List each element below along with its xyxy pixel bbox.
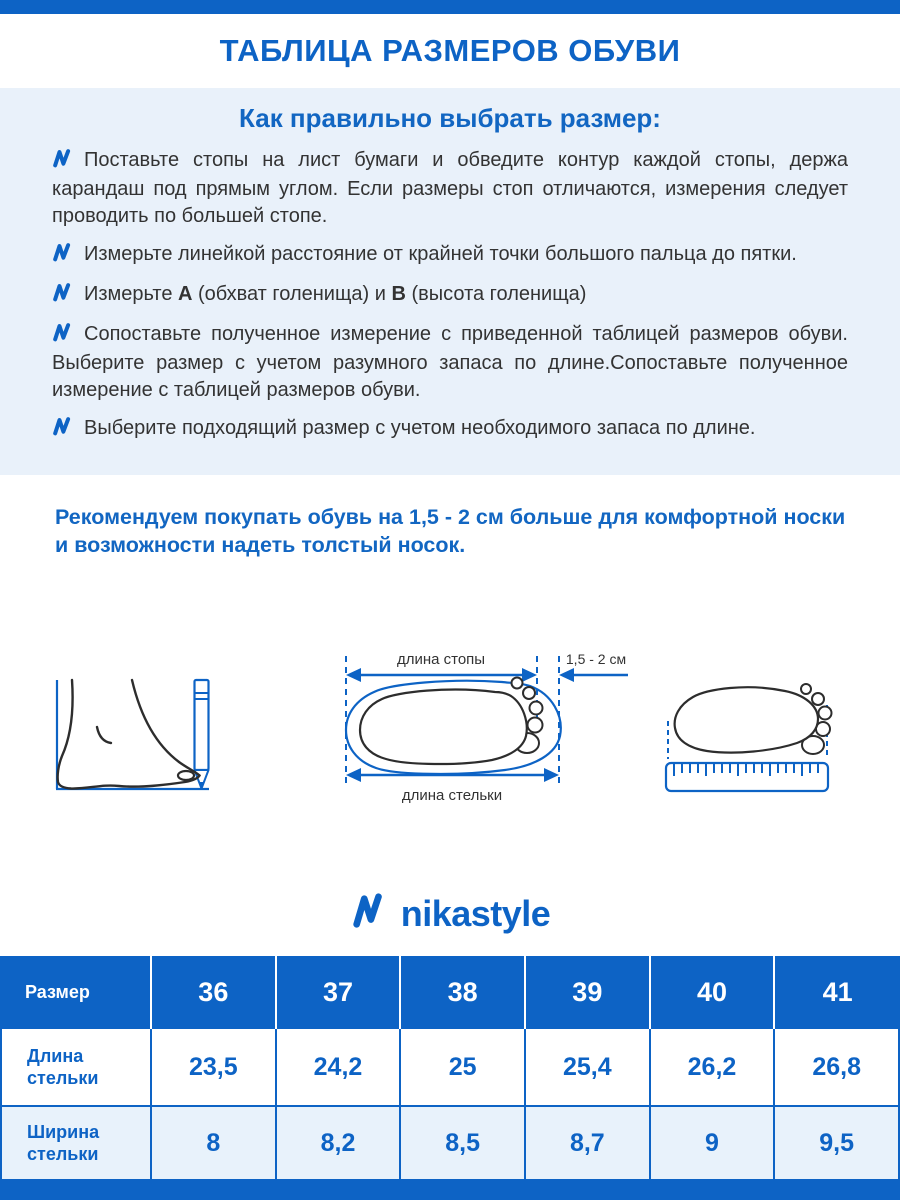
instruction-text: Измерьте — [84, 283, 179, 305]
foot-length-label: длина стопы — [396, 651, 486, 668]
size-header-cell: 41 — [775, 956, 900, 1029]
row-label-insole-width: Ширина стельки — [0, 1105, 152, 1179]
nikastyle-mark-icon — [350, 890, 388, 937]
size-header-cell: 39 — [526, 956, 651, 1029]
instructions-heading: Как правильно выбрать размер: — [239, 103, 661, 133]
instruction-text: Поставьте стопы на лист бумаги и обведите контур каждой стопы, держа карандаш под прямым углом. Если размеры стоп отличаются, измерения следует проводить по большей стопе. — [52, 149, 848, 227]
insole-width-cell: 8,5 — [401, 1105, 526, 1179]
insole-length-cell: 23,5 — [152, 1029, 277, 1105]
instruction-text: Измерьте линейкой расстояние от крайней точки большого пальца до пятки. — [84, 243, 797, 265]
brand-n-bullet-icon — [52, 323, 73, 350]
brand-name: nikastyle — [400, 892, 551, 934]
insole-width-cell: 9,5 — [775, 1105, 900, 1179]
instruction-item — [52, 281, 848, 310]
instruction-text: Выберите подходящий размер с учетом необходимого запаса по длине. — [84, 417, 756, 439]
brand-n-bullet-icon — [52, 283, 73, 310]
instruction-item — [52, 241, 848, 270]
instruction-item — [52, 321, 848, 404]
insole-width-cell: 8,2 — [277, 1105, 402, 1179]
size-header-cell: 36 — [152, 956, 277, 1029]
insole-length-cell: 26,2 — [651, 1029, 776, 1105]
measure-a-label: А — [178, 283, 193, 305]
top-accent-bar — [0, 0, 900, 14]
instructions-section — [0, 88, 900, 475]
row-label-insole-length: Длина стельки — [0, 1029, 152, 1105]
recommendation-text: Рекомендуем покупать обувь на 1,5 - 2 см больше для комфортной носки и возможности надеть толстый носок. — [55, 505, 846, 557]
size-header-cell: 38 — [401, 956, 526, 1029]
size-header-cell: 40 — [651, 956, 776, 1029]
brand-logo — [0, 890, 900, 937]
insole-length-cell: 26,8 — [775, 1029, 900, 1105]
allowance-label: 1,5 - 2 см — [565, 651, 627, 667]
insole-width-cell: 9 — [651, 1105, 776, 1179]
instruction-item — [52, 415, 848, 444]
brand-n-bullet-icon — [52, 243, 73, 270]
instruction-text: (высота голенища) — [405, 283, 587, 305]
measure-b-label: В — [391, 283, 406, 305]
title-band — [0, 14, 900, 88]
size-table — [0, 956, 900, 1179]
bottom-accent-bar — [0, 1179, 900, 1200]
insole-length-label: длина стельки — [401, 787, 503, 804]
insole-width-cell: 8,7 — [526, 1105, 651, 1179]
page-title: ТАБЛИЦА РАЗМЕРОВ ОБУВИ — [219, 33, 681, 68]
insole-length-cell: 25,4 — [526, 1029, 651, 1105]
insole-length-cell: 25 — [401, 1029, 526, 1105]
foot-side-pencil-diagram — [45, 672, 225, 797]
instruction-text: Сопоставьте полученное измерение с приведенной таблицей размеров обуви. Выберите размер с учетом разумного запаса по длине.Сопоставьте полученное измерение с таблицей размеров обуви. — [52, 323, 848, 401]
brand-n-bullet-icon — [52, 149, 73, 176]
insole-width-cell: 8 — [152, 1105, 277, 1179]
instruction-text: (обхват голенища) и — [192, 283, 392, 305]
size-header-cell: 37 — [277, 956, 402, 1029]
insole-length-cell: 24,2 — [277, 1029, 402, 1105]
instruction-item — [52, 147, 848, 230]
size-table-header-label: Размер — [0, 956, 152, 1029]
insole-measure-diagram — [330, 642, 630, 807]
brand-n-bullet-icon — [52, 417, 73, 444]
foot-ruler-diagram — [655, 665, 865, 800]
